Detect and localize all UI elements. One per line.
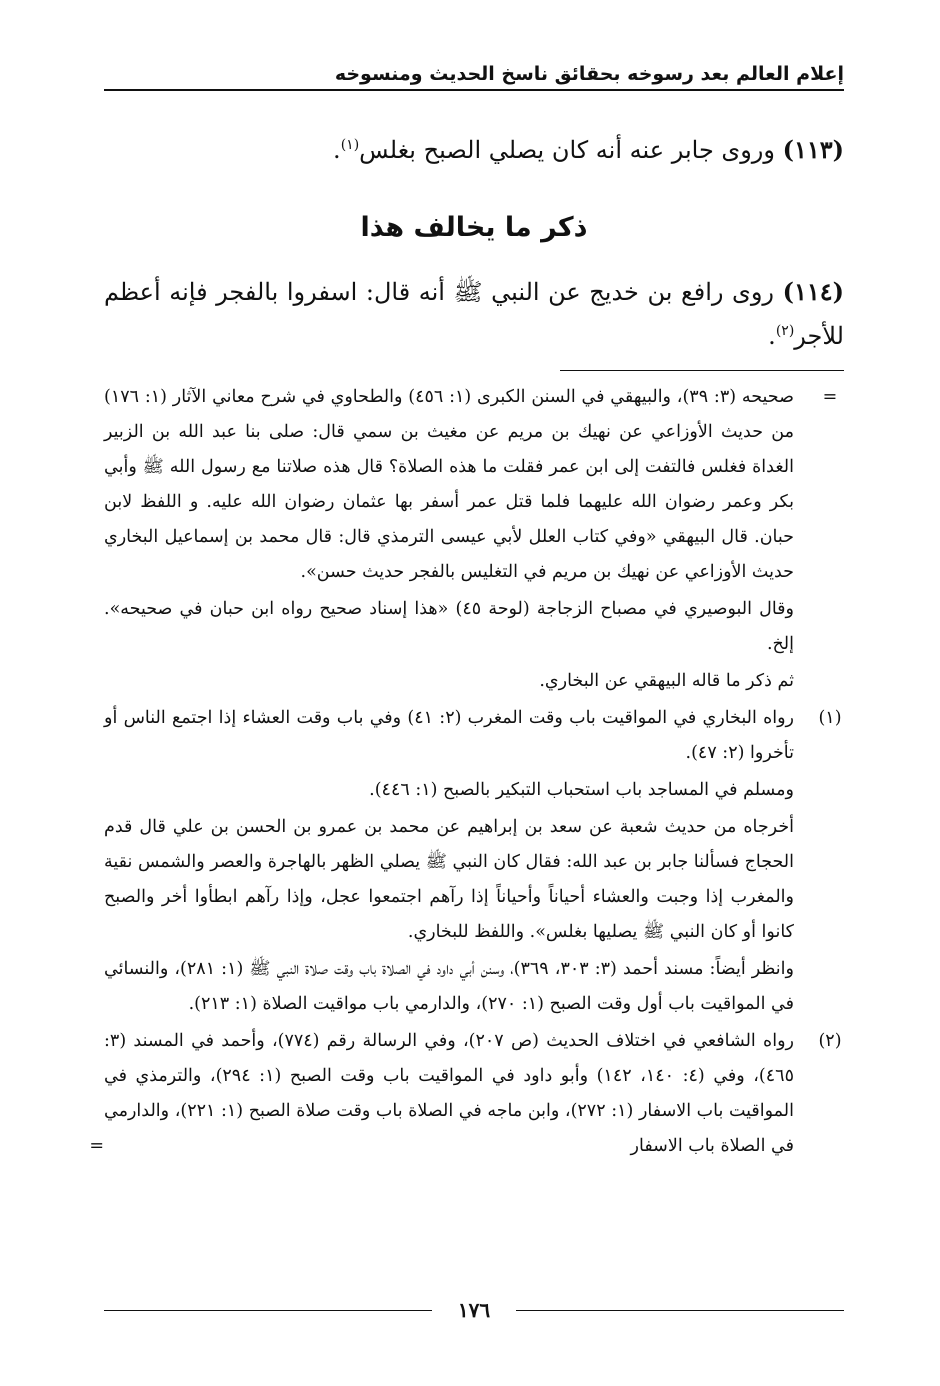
footnote-1 [90,701,850,1022]
footnote-paragraph: ثم ذكر ما قاله البيهقي عن البخاري. [539,671,794,691]
footer-rule-left [104,1310,432,1311]
footnote-ref: (١) [340,137,360,153]
footnote-paragraph: أخرجاه من حديث شعبة عن سعد بن إبراهيم عن محمد بن عمرو بن الحسن بن علي قال قدم الحجاج فسألنا جابر بن عبد الله: فقال كان النبي ﷺ يصلي الظهر بالهاجرة والعصر والشمس نقية والمغرب إذا وجبت والعشاء أحياناً وأحياناً إذا رآهم اجتمعوا عجل، وإذا رآهم ابطأوا أخر والصبح كانوا أو كان النبي ﷺ يصليها بغلس». واللفظ للبخاري. [104,817,794,942]
page-number: ١٧٦ [457,1298,491,1322]
footnote-paragraph: رواه الشافعي في اختلاف الحديث (ص ٢٠٧)، وفي الرسالة رقم (٧٧٤)، وأحمد في المسند (٣: ٤٦٥)، وفي (٤: ١٤٠، ١٤٢) وأبو داود في المواقيت باب وقت الصبح (١: ٢٩٤)، والترمذي في المواقيت باب الاسفار (١: ٢٧٢)، وابن ماجه في الصلاة باب وقت صلاة الصبح (١: ٢٢١)، والدارمي في الصلاة باب الاسفار [104,1031,794,1156]
footnote-paragraph: وقال البوصيري في مصباح الزجاجة (لوحة ٤٥) «هذا إسناد صحيح رواه ابن حبان في صحيحه». إلخ. [104,599,794,654]
footnote-paragraph: صحيحه (٣: ٣٩)، والبيهقي في السنن الكبرى (١: ٤٥٦) والطحاوي في شرح معاني الآثار (١: ١٧٦) من حديث الأوزاعي عن نهيك بن مريم عن مغيث بن سمي قال: صلى بنا عبد الله بن الزبير الغداة فغلس فالتفت إلى ابن عمر فقلت ما هذه الصلاة؟ قال هذه صلاتنا مع رسول الله ﷺ وأبي بكر وعمر رضوان الله عليهما فلما قتل عمر أسفر بها عثمان رضوان الله عليه. و اللفظ لابن حبان. قال البيهقي «وفي كتاب العلل لأبي عيسى الترمذي قال: قال محمد بن إسماعيل البخاري حديث الأوزاعي عن نهيك بن مريم في التغليس بالفجر حديث حسن». [104,387,794,582]
hadith-number: (١١٣) [782,135,844,164]
section-title: ذكر ما يخالف هذا [360,212,588,243]
running-header: إعلام العالم بعد رسوخه بحقائق ناسخ الحديث ومنسوخه [334,63,844,85]
hadith-114 [104,270,844,358]
continuation-marker: = [822,387,838,407]
hadith-113 [104,128,844,172]
footnotes [90,380,850,1166]
footnote-marker: (١) [818,708,842,728]
footnote-paragraph: وانظر أيضاً: مسند أحمد (٣: ٣٠٣، ٣٦٩)، وسنن أبي داود في الصلاة باب وقت صلاة النبي ﷺ (١: ٢٨١)، والنسائي في المواقيت باب أول وقت الصبح (١: ٢٧٠)، والدارمي باب مواقيت الصلاة (١: ٢١٣). [104,959,794,1014]
footnote-paragraph: رواه البخاري في المواقيت باب وقت المغرب (٢: ٤١) وفي باب وقت العشاء إذا اجتمع الناس أو تأخروا (٢: ٤٧). [104,708,794,763]
footnote-continuation [90,380,850,699]
hadith-end: . [333,136,341,164]
footnote-2 [90,1024,850,1164]
hadith-text: وروى جابر عنه أنه كان يصلي الصبح بغلس [359,136,775,164]
header-rule [104,89,844,91]
footnote-marker: (٢) [818,1031,842,1051]
footnote-ref: (٢) [775,323,795,339]
continues-marker: = [89,1136,104,1156]
hadith-end: . [768,322,776,350]
footer-rule-right [516,1310,844,1311]
footnote-paragraph: ومسلم في المساجد باب استحباب التبكير بالصبح (١: ٤٤٦). [369,780,794,800]
footnote-separator [560,370,844,371]
hadith-number: (١١٤) [782,277,844,306]
page-footer [104,1292,844,1328]
hadith-text: روى رافع بن خديج عن النبي ﷺ أنه قال: اسفروا بالفجر فإنه أعظم للأجر [104,278,844,350]
